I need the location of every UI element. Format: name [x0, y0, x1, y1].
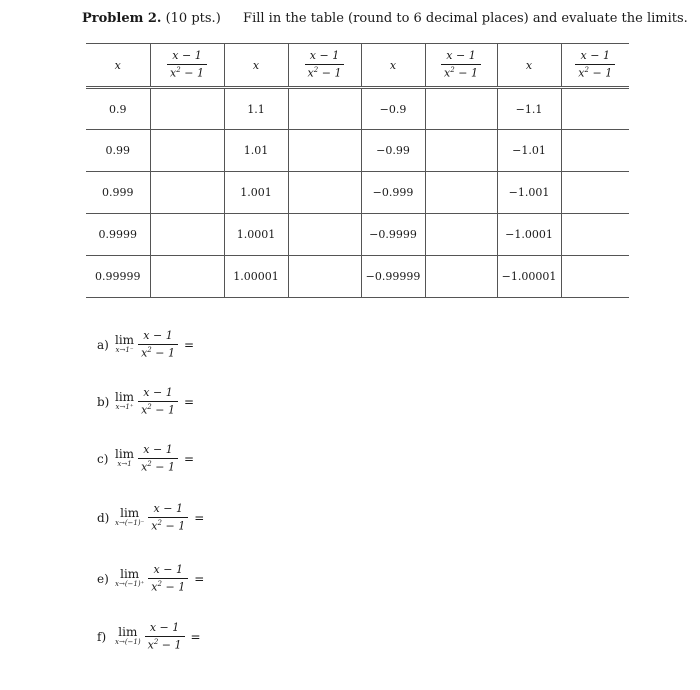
- x-value-cell: −1.00001: [497, 256, 561, 298]
- x-value-cell: −0.9: [361, 88, 425, 130]
- limit-label: d): [97, 510, 110, 525]
- x-value-cell: 1.001: [224, 172, 288, 214]
- answer-cell[interactable]: [150, 172, 224, 214]
- col-header-fraction: $\frac{x - 1}{x^2 - 1}$: [288, 44, 361, 88]
- x-value-cell: 1.00001: [224, 256, 288, 298]
- problem-number: Problem 2.: [82, 11, 162, 26]
- answer-cell[interactable]: [561, 172, 629, 214]
- x-value-cell: −0.99999: [361, 256, 425, 298]
- x-value-cell: 1.0001: [224, 214, 288, 256]
- x-value-cell: 0.99: [86, 130, 150, 172]
- limit-item-d: d) lim x→(−1)⁻ $\frac{x - 1}{x^2 - 1}$ =: [97, 502, 205, 533]
- limit-item-c: c) lim x→1 $\frac{x - 1}{x^2 - 1}$ =: [97, 443, 195, 474]
- answer-cell[interactable]: [288, 256, 361, 298]
- equals-sign: =: [190, 629, 201, 644]
- x-value-cell: −1.0001: [497, 214, 561, 256]
- limit-label: a): [97, 337, 109, 352]
- table-header-row: [86, 44, 629, 88]
- limit-operator: lim x→1⁻: [115, 333, 135, 355]
- answer-cell[interactable]: [561, 88, 629, 130]
- problem-points: (10 pts.): [165, 11, 221, 26]
- answer-cell[interactable]: [561, 214, 629, 256]
- equals-sign: =: [183, 394, 195, 409]
- limit-label: f): [97, 629, 107, 644]
- problem-header: [82, 11, 688, 26]
- x-value-cell: 0.9999: [86, 214, 150, 256]
- col-header-fraction: $\frac{x - 1}{x^2 - 1}$: [425, 44, 497, 88]
- answer-cell[interactable]: [425, 88, 497, 130]
- table-row: [86, 256, 629, 298]
- x-value-cell: −1.001: [497, 172, 561, 214]
- x-value-cell: 0.9: [86, 88, 150, 130]
- answer-cell[interactable]: [150, 256, 224, 298]
- col-header-x: x: [497, 44, 561, 88]
- x-value-cell: 1.01: [224, 130, 288, 172]
- answer-cell[interactable]: [561, 130, 629, 172]
- x-value-cell: −1.1: [497, 88, 561, 130]
- equals-sign: =: [194, 571, 205, 586]
- problem-instructions: Fill in the table (round to 6 decimal places) and evaluate the limits.: [243, 11, 688, 26]
- answer-cell[interactable]: [425, 172, 497, 214]
- answer-cell[interactable]: [425, 130, 497, 172]
- table-row: [86, 214, 629, 256]
- col-header-x: x: [86, 44, 150, 88]
- equals-sign: =: [183, 451, 195, 466]
- limit-operator: lim x→1⁺: [115, 390, 135, 412]
- table-row: [86, 130, 629, 172]
- answer-cell[interactable]: [288, 130, 361, 172]
- x-value-cell: −0.9999: [361, 214, 425, 256]
- x-value-cell: 1.1: [224, 88, 288, 130]
- table-row: [86, 88, 629, 130]
- limit-operator: lim x→(−1)⁻: [115, 506, 145, 528]
- table-row: [86, 172, 629, 214]
- answer-cell[interactable]: [425, 214, 497, 256]
- answer-cell[interactable]: [561, 256, 629, 298]
- x-value-cell: 0.999: [86, 172, 150, 214]
- limit-operator: lim x→(−1)⁺: [115, 567, 145, 589]
- limit-label: e): [97, 571, 109, 586]
- answer-cell[interactable]: [150, 88, 224, 130]
- x-value-cell: −1.01: [497, 130, 561, 172]
- col-header-x: x: [224, 44, 288, 88]
- limit-operator: lim x→(−1): [115, 625, 141, 647]
- limit-label: b): [97, 394, 110, 409]
- answer-cell[interactable]: [150, 130, 224, 172]
- limit-item-a: a) lim x→1⁻ $\frac{x - 1}{x^2 - 1}$ =: [97, 329, 195, 360]
- limit-item-e: e) lim x→(−1)⁺ $\frac{x - 1}{x^2 - 1}$ =: [97, 563, 205, 594]
- answer-cell[interactable]: [425, 256, 497, 298]
- x-value-cell: −0.999: [361, 172, 425, 214]
- answer-cell[interactable]: [288, 214, 361, 256]
- col-header-fraction: $\frac{x - 1}{x^2 - 1}$: [561, 44, 629, 88]
- limit-item-f: f) lim x→(−1) $\frac{x - 1}{x^2 - 1}$ =: [97, 621, 201, 652]
- equals-sign: =: [183, 337, 195, 352]
- col-header-x: x: [361, 44, 425, 88]
- limit-operator: lim x→1: [115, 447, 135, 469]
- answer-cell[interactable]: [150, 214, 224, 256]
- values-table: [86, 43, 629, 298]
- limit-label: c): [97, 451, 109, 466]
- x-value-cell: 0.99999: [86, 256, 150, 298]
- x-value-cell: −0.99: [361, 130, 425, 172]
- col-header-fraction: $\frac{x - 1}{x^2 - 1}$: [150, 44, 224, 88]
- answer-cell[interactable]: [288, 88, 361, 130]
- limit-item-b: b) lim x→1⁺ $\frac{x - 1}{x^2 - 1}$ =: [97, 386, 195, 417]
- equals-sign: =: [194, 510, 205, 525]
- answer-cell[interactable]: [288, 172, 361, 214]
